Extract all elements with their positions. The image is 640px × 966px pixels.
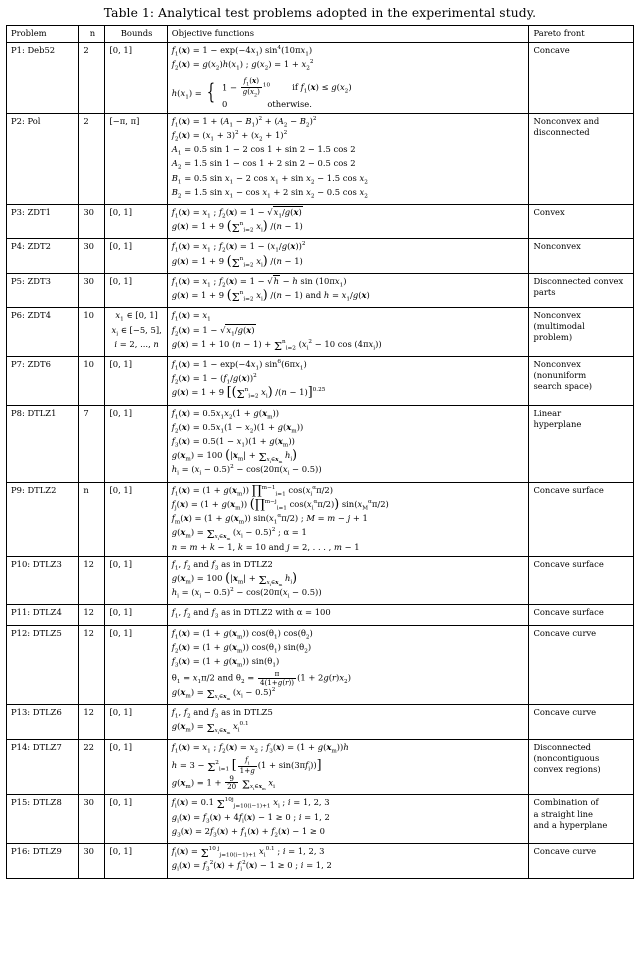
problem-name: P2: Pol	[7, 113, 79, 204]
problem-name: P9: DTLZ2	[7, 482, 79, 556]
problem-name: P10: DTLZ3	[7, 556, 79, 605]
problem-pareto: Nonconvex (multimodal problem)	[529, 308, 634, 357]
problem-objectives: $f_1(x) = 0.5x_1x_2(1 + g(x_m))$ $f_2(x) = 0.5x_1(1 - x_2)(1 + g(x_m))$ $f_3(x) = 0.5(1 - x_1)(1 + g(x_m))$ $g(x_m) = 100$ ($|x_m| + \Sigma_{x_i\in x_m}$ $h_i$) $h_i = (x_i - 0.5)^2 - \cos(20\pi(x_i - 0.5))$	[167, 405, 529, 482]
problem-n: 12	[79, 605, 105, 625]
table-row	[7, 308, 634, 357]
problem-pareto: Combination of a straight line and a hyperplane	[529, 795, 634, 844]
problem-name: P5: ZDT3	[7, 273, 79, 307]
problem-n: 30	[79, 204, 105, 238]
problem-bounds: [0, 1]	[105, 482, 167, 556]
table-caption: Table 1: Analytical test problems adopted in the experimental study.	[103, 6, 537, 20]
problem-bounds: [0, 1]	[105, 273, 167, 307]
table-row	[7, 273, 634, 307]
problem-bounds: [0, 1]	[105, 605, 167, 625]
problem-pareto: Convex	[529, 204, 634, 238]
problem-objectives: $f_i(x) = 0.1$ $\Sigma^{10j}_{j=10(i-1)+1}$ $x_i$ ; i = 1, 2, 3 $g_i(x) = f_3(x) + 4f_i(x) - 1 \ge 0$ ; i = 1, 2 $g_3(x) = 2f_3(x) + f_1(x) + f_2(x) - 1 \ge 0$	[167, 795, 529, 844]
problem-n: 2	[79, 43, 105, 114]
problem-bounds: [0, 1]	[105, 705, 167, 739]
header-pareto: Pareto front	[529, 26, 634, 43]
problem-pareto: Concave curve	[529, 705, 634, 739]
table-row	[7, 113, 634, 204]
problem-objectives: $f_1(x) = x_1$ $f_2(x) = 1 - √x_1/g(x)$ g(x) = 1 + 10 $(n - 1) + \Sigma^n_{i=2}$ ($x_i^2 - 10$ $\cos (4\pi x_i)$)	[167, 308, 529, 357]
problem-n: 12	[79, 625, 105, 705]
table-row	[7, 605, 634, 625]
problem-name: P3: ZDT1	[7, 204, 79, 238]
problem-objectives: $f_1$, $f_2$ and $f_3$ as in DTLZ2 $g(x_m) = 100$ ($|x_m| + \Sigma_{x_i\in x_m}$ $h_i$) $h_i = (x_i - 0.5)^2 - \cos(20\pi(x_i - 0.5))$	[167, 556, 529, 605]
table-row	[7, 43, 634, 114]
table-row	[7, 405, 634, 482]
problem-bounds: [0, 1]	[105, 844, 167, 878]
problem-pareto: Nonconvex and disconnected	[529, 113, 634, 204]
problem-objectives: $f_1(x) = 1 - \exp(-4x_1)$ $\sin^4(10\pi x_1)$ $f_2(x) = g(x_2)h(x_1)$ ; $g(x_2) = 1 + x_2^2$ $h(x_1)$ = { 1 − $\frac{f_1(x)}{g(x_2)}$ $^{10}$ if $f_1(x) \le g(x_2)$ 0 otherwise.	[167, 43, 529, 114]
problem-objectives: $f_1(x) = x_1$ ; $f_2(x) = x_2$ ; $f_3(x) = (1 + g(x_m))h$ $h = 3 - \Sigma^2_{i=1}$ [ $\frac{f_i}{1+g}$ $(1 + \sin(3\pi f_i))$] $g(x_m) = 1$ + $\frac{9}{20}$ $\Sigma_{x_i\in x_m}$ $x_i$	[167, 739, 529, 795]
problem-pareto: Disconnected (noncontiguous convex regions)	[529, 739, 634, 795]
problem-n: 12	[79, 556, 105, 605]
problem-bounds: [0, 1]	[105, 239, 167, 273]
table-row	[7, 705, 634, 739]
problem-objectives: $f_1$, $f_2$ and $f_3$ as in DTLZ5 $g(x_m) = \Sigma_{x_i\in x_m}$ $x_i^{0.1}$	[167, 705, 529, 739]
problem-bounds: [0, 1]	[105, 625, 167, 705]
table-row	[7, 556, 634, 605]
problem-pareto: Linear hyperplane	[529, 405, 634, 482]
problem-objectives: $f_1(x) = 1 + (A_1 - B_1)^2 + (A_2 - B_2)^2$ $f_2(x) = (x_1 + 3)^2 + (x_2 + 1)^2$ $A_1 = 0.5$ sin 1 − 2 cos 1 + sin 2 − 1.5 cos 2 $A_2 = 1.5$ sin 1 − cos 1 + 2 sin 2 − 0.5 cos 2 $B_1 = 0.5$ $\sin x_1 - 2$ $\cos x_1 + \sin x_2 - 1.5$ $\cos x_2$ $B_2 = 1.5$ $\sin x_1 - \cos x_1 + 2$ $\sin x_2 - 0.5$ $\cos x_2$	[167, 113, 529, 204]
problem-pareto: Concave surface	[529, 556, 634, 605]
header-objectives: Objective functions	[167, 26, 529, 43]
table-row	[7, 795, 634, 844]
problem-name: P4: ZDT2	[7, 239, 79, 273]
problem-bounds: [0, 1]	[105, 795, 167, 844]
problem-bounds: [0, 1]	[105, 405, 167, 482]
header-bounds: Bounds	[105, 26, 167, 43]
problem-n: n	[79, 482, 105, 556]
problem-n: 30	[79, 239, 105, 273]
problem-objectives: $f_1(x) = x_1$ ; $f_2(x) = 1 - √x_1/g(x)$ g(x) = 1 + 9 ($\Sigma^n_{i=2}$ $x_i$) /(n − 1)	[167, 204, 529, 238]
problem-name: P1: Deb52	[7, 43, 79, 114]
problem-objectives: $f_i(x) = \Sigma^{10 j}_{j=10(i-1)+1}$ $x_i^{0.1}$ ; i = 1, 2, 3 $g_i(x) = f_3^2(x) + f_i^2(x) - 1 \ge 0$ ; i = 1, 2	[167, 844, 529, 878]
problem-n: 7	[79, 405, 105, 482]
problem-pareto: Concave curve	[529, 844, 634, 878]
problem-bounds: [0, 1]	[105, 356, 167, 405]
problem-name: P7: ZDT6	[7, 356, 79, 405]
table-row	[7, 239, 634, 273]
header-n: n	[79, 26, 105, 43]
problem-bounds: [0, 1]	[105, 43, 167, 114]
table-row	[7, 625, 634, 705]
problem-pareto: Nonconvex (nonuniform search space)	[529, 356, 634, 405]
problem-pareto: Concave surface	[529, 605, 634, 625]
header-problem: Problem	[7, 26, 79, 43]
problem-name: P11: DTLZ4	[7, 605, 79, 625]
problem-pareto: Nonconvex	[529, 239, 634, 273]
problem-pareto: Concave	[529, 43, 634, 114]
table-header-row	[7, 26, 634, 43]
problem-name: P8: DTLZ1	[7, 405, 79, 482]
problem-n: 10	[79, 356, 105, 405]
table-row	[7, 482, 634, 556]
problem-name: P16: DTLZ9	[7, 844, 79, 878]
table-row	[7, 356, 634, 405]
problem-n: 22	[79, 739, 105, 795]
problem-name: P12: DTLZ5	[7, 625, 79, 705]
problem-name: P15: DTLZ8	[7, 795, 79, 844]
problem-objectives: $f_1(x) = x_1$ ; $f_2(x) = 1 - (x_1/g(x))^2$ g(x) = 1 + 9 ($\Sigma^n_{i=2}$ $x_i$) /(n − 1)	[167, 239, 529, 273]
problem-n: 10	[79, 308, 105, 357]
problem-n: 12	[79, 705, 105, 739]
problem-n: 30	[79, 273, 105, 307]
problem-n: 30	[79, 844, 105, 878]
problem-bounds: [−π, π]	[105, 113, 167, 204]
table-row	[7, 204, 634, 238]
problem-pareto: Concave curve	[529, 625, 634, 705]
problem-name: P13: DTLZ6	[7, 705, 79, 739]
table-row	[7, 739, 634, 795]
problem-bounds: [0, 1]	[105, 204, 167, 238]
problem-objectives: $f_1(x) = (1 + g(x_m))$ $\cos(\theta_1)$ $\cos(\theta_2)$ $f_2(x) = (1 + g(x_m))$ $\cos(\theta_1)$ $\sin(\theta_2)$ $f_3(x) = (1 + g(x_m))$ $\sin(\theta_1)$ $\theta_1 = x_1\pi/2$ and $\theta_2$ = $\frac{\pi}{4(1+g(r))}$ $(1 + 2g(r)x_2)$ $g(x_m) = \Sigma_{x_i\in x_m}$ $(x_i - 0.5)^2$	[167, 625, 529, 705]
problem-name: P6: ZDT4	[7, 308, 79, 357]
problem-objectives: $f_1(x) = x_1$ ; $f_2(x) = 1 - √h - h$ $\sin (10\pi x_1)$ g(x) = 1 + 9 ($\Sigma^n_{i=2}$ $x_i$) /(n − 1) and $h = x_1/g(x)$	[167, 273, 529, 307]
problem-name: P14: DTLZ7	[7, 739, 79, 795]
problem-objectives: $f_1(x) = 1 - \exp(-4x_1)$ $\sin^6(6\pi x_1)$ $f_2(x) = 1 - (f_1/g(x))^2$ g(x) = 1 + 9 [($\Sigma^n_{i=2}$ $x_i$) /(n − 1)]$^{0.25}$	[167, 356, 529, 405]
problem-pareto: Concave surface	[529, 482, 634, 556]
problem-pareto: Disconnected convex parts	[529, 273, 634, 307]
problem-objectives: $f_1$, $f_2$ and $f_3$ as in DTLZ2 with α = 100	[167, 605, 529, 625]
analytical-test-problems-table	[6, 25, 634, 879]
problem-n: 30	[79, 795, 105, 844]
problem-bounds: $x_1$ ∈ [0, 1] $x_i$ ∈ [−5, 5], i = 2, ..., n	[105, 308, 167, 357]
table-row	[7, 844, 634, 878]
problem-objectives: $f_1(x) = (1 + g(x_m))$ ∏$^{m-1}_{i=1}$ $\cos(x_i^\alpha\pi/2)$ $f_j(x) = (1 + g(x_m))$ (∏$^{m-j}_{i=1}$ $\cos(x_i^\alpha\pi/2)$) $\sin(x_M^\alpha\pi/2)$ $f_m(x) = (1 + g(x_m))$ $\sin(x_1^\alpha\pi/2)$ ; M = m − j + 1 $g(x_m) = \Sigma_{x_i\in x_m}$ $(x_i - 0.5)^2$ ; α = 1 n = m + k − 1, k = 10 and j = 2, . . . , m − 1	[167, 482, 529, 556]
problem-n: 2	[79, 113, 105, 204]
problem-bounds: [0, 1]	[105, 556, 167, 605]
problem-bounds: [0, 1]	[105, 739, 167, 795]
